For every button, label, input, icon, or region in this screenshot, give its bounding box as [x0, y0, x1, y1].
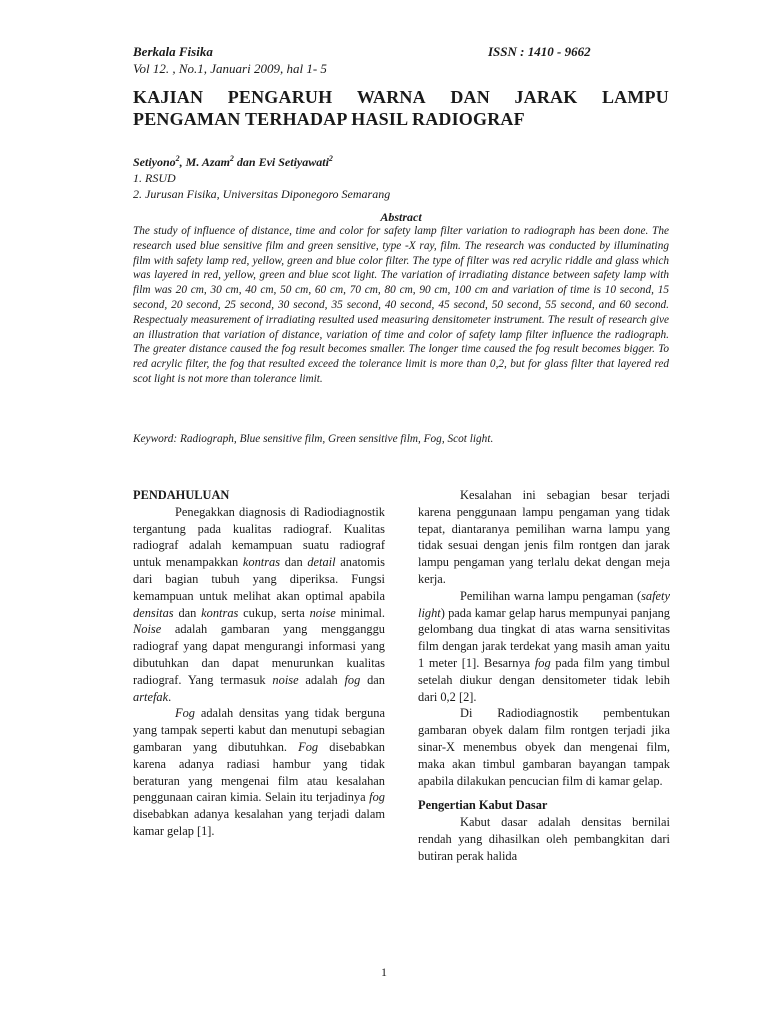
section-heading-kabut-dasar: Pengertian Kabut Dasar	[418, 798, 548, 813]
paragraph: Fog adalah densitas yang tidak berguna yang tampak seperti kabut dan menutupi sebagian gambaran yang dibutuhkan. Fog disebabkan karena adanya radiasi hambur yang tidak beraturan yang mengenai film atau kesalahan penggunaan cairan kimia. Selain itu terjadinya fog disebabkan adanya kesalahan yang terjadi dalam kamar gelap [1].	[133, 706, 386, 838]
title-line-2: PENGAMAN TERHADAP HASIL RADIOGRAF	[133, 109, 525, 129]
title-word: PENGARUH	[227, 87, 333, 107]
page-number: 1	[381, 965, 387, 979]
author-names	[133, 151, 390, 170]
title-word: JARAK	[514, 87, 578, 107]
section-heading-pendahuluan: PENDAHULUAN	[133, 488, 230, 502]
article-title	[133, 86, 669, 130]
author-2: , M. Azam	[179, 155, 230, 169]
paragraph: Kabut dasar adalah densitas bernilai rendah yang dihasilkan oleh pembangkitan dari butiran perak halida	[418, 815, 670, 863]
author-1-affiliation: 2	[175, 154, 180, 163]
volume-info: Vol 12. , No.1, Januari 2009, hal 1- 5	[133, 61, 327, 76]
paragraph: Pemilihan warna lampu pengaman (safety light) pada kamar gelap harus mempunyai panjang gelombang dua tingkat di atas warna sensitivitas film dengan jarak terdekat yang masih aman yaitu 1 meter [1]. Besarnya fog pada film yang timbul setelah diukur dengan densitometer tidak lebih dari 0,2 [2].	[418, 588, 670, 704]
title-line-1	[133, 86, 669, 108]
title-word: WARNA	[356, 87, 426, 107]
author-3-affiliation: 2	[328, 154, 333, 163]
affiliation-2: 2. Jurusan Fisika, Universitas Diponegoro Semarang	[133, 187, 391, 201]
title-word: DAN	[450, 87, 490, 107]
journal-name: Berkala Fisika	[133, 44, 213, 59]
abstract-body: The study of influence of distance, time and color for safety lamp filter variation to radiograph has been done. The research used blue sensitive film and green sensitive, type -X ray, film. The research was conducted by illuminating film with safety lamp red, yellow, green and blue color filter. The type of filter was red acrylic riddle and glass which was layered in red, yellow, green and blue scot light. The variation of irradiating distance between safety lamp with film was 20 cm, 30 cm, 40 cm, 50 cm, 60 cm, 70 cm, 80 cm, 90 cm, 100 cm and variation of time is 10 second, 15 second, 20 second, 25 second, 30 second, 35 second, 40 second, 45 second, 50 second, 55 second, and 60 second. Respectualy measurement of irradiating resulted used measuring densitometer instrument. The result of research give an illustration that variation of distance, variation of time and color of safety lamp filter influence the radiograph. The greater distance caused the fog result becomes smaller. The longer time caused the fog result becomes bigger. To red acrylic filter, the fog that resulted exceed the tolerance limit is more than 0,2, but for glass filter that layered red scot light is not more than tolerance limit.	[133, 225, 669, 385]
right-column	[418, 487, 670, 865]
title-word: LAMPU	[601, 87, 669, 107]
author-block	[133, 151, 390, 202]
author-3: dan Evi Setiyawati	[233, 155, 329, 169]
affiliation-1: 1. RSUD	[133, 171, 176, 185]
paragraph: Penegakkan diagnosis di Radiodiagnostik tergantung pada kualitas radiograf. Kualitas radiograf adalah kemampuan suatu radiograf untuk menampakkan kontras dan detail anatomis dari bagian tubuh yang diperiksa. Fungsi kemampuan untuk melihat akan optimal apabila densitas dan kontras cukup, serta noise minimal. Noise adalah gambaran yang mengganggu radiograf yang dapat mengurangi informasi yang dibutuhkan dan dapat menurunkan kualitas radiograf. Yang termasuk noise adalah fog dan artefak.	[133, 504, 386, 704]
paragraph: Di Radiodiagnostik pembentukan gambaran obyek dalam film rontgen terjadi jika sinar-X menembus obyek dan mengenai film, maka akan timbul gambaran bayangan tampak apabila dilakukan pencucian film di kamar gelap.	[418, 706, 670, 788]
author-1: Setiyono	[133, 155, 176, 169]
paragraph: Kesalahan ini sebagian besar terjadi karena penggunaan lampu pengaman yang tidak tepat, diantaranya pemilihan warna lampu yang tidak sesuai dengan jenis film rontgen dan jarak lampu pengaman yang terlalu dekat dengan meja kerja.	[418, 488, 670, 586]
abstract-heading: Abstract	[380, 210, 422, 224]
issn-label: ISSN : 1410 - 9662	[488, 44, 591, 59]
author-2-affiliation: 2	[229, 154, 234, 163]
keywords: Keyword: Radiograph, Blue sensitive film, Green sensitive film, Fog, Scot light.	[133, 433, 494, 445]
left-column	[133, 487, 385, 840]
title-word: KAJIAN	[133, 87, 204, 107]
